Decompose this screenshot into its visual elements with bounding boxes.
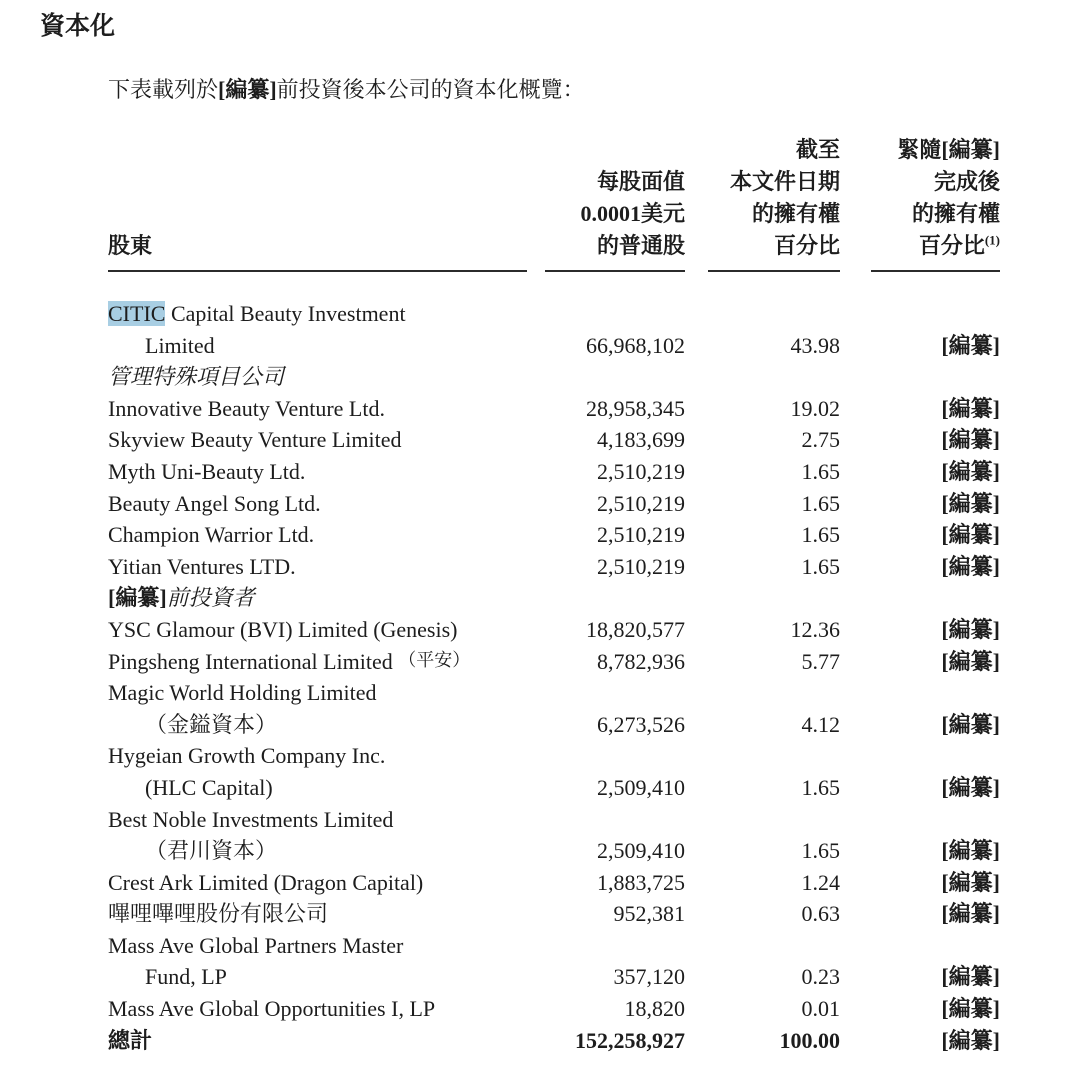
shareholder-cell [108, 298, 527, 330]
text-segment: Skyview Beauty Venture Limited [108, 427, 402, 453]
text-segment: YSC Glamour (BVI) Limited (Genesis) [108, 616, 458, 642]
post-pct-cell: [編纂] [941, 490, 1000, 516]
shares-cell: 152,258,927 [575, 1027, 685, 1053]
table-row [108, 488, 1000, 520]
post-pct-cell: [編纂] [941, 774, 1000, 800]
current-pct-cell [685, 677, 840, 709]
text-segment: Mass Ave Global Partners Master [108, 932, 404, 958]
current-pct-cell: 43.98 [790, 332, 840, 358]
shareholder-cell [108, 424, 527, 456]
shares-cell: 2,509,410 [597, 774, 685, 800]
current-pct-cell: 1.65 [801, 490, 840, 516]
shares-cell: 66,968,102 [586, 332, 685, 358]
current-pct-cell [685, 930, 840, 962]
shareholder-cell [108, 488, 527, 520]
text-segment: Fund, LP [145, 964, 227, 990]
shareholder-cell [108, 1025, 527, 1057]
shares-cell [527, 677, 685, 709]
shares-cell: 357,120 [613, 964, 685, 990]
section-title: 資本化 [40, 13, 116, 40]
column-header-line: 緊隨[編纂] [897, 137, 1000, 162]
column-header-line: 股東 [108, 233, 153, 258]
post-pct-cell [840, 677, 1000, 709]
current-pct-cell: 1.65 [801, 774, 840, 800]
text-segment: 嗶哩嗶哩股份有限公司 [108, 901, 329, 927]
shareholder-cell [108, 993, 527, 1025]
shareholder-cell [108, 551, 527, 583]
footnote-marker: (1) [984, 232, 1000, 248]
table-row [108, 804, 1000, 867]
shareholder-cell [108, 804, 527, 836]
table-row [108, 993, 1000, 1025]
shares-cell [527, 740, 685, 772]
text-segment: Limited [145, 332, 215, 358]
shares-cell: 2,510,219 [597, 490, 685, 516]
shareholder-cell [108, 961, 527, 993]
shareholder-cell [108, 456, 527, 488]
post-pct-cell: [編纂] [941, 711, 1000, 737]
post-pct-cell [840, 298, 1000, 330]
current-pct-cell: 0.63 [801, 901, 840, 927]
shares-cell: 28,958,345 [586, 395, 685, 421]
table-row [108, 930, 1000, 993]
post-pct-cell: [編纂] [941, 869, 1000, 895]
post-pct-cell: [編纂] [941, 616, 1000, 642]
text-segment: （平安） [398, 649, 471, 670]
current-pct-cell: 100.00 [779, 1027, 840, 1053]
post-pct-cell: [編纂] [941, 395, 1000, 421]
post-pct-cell: [編纂] [941, 427, 1000, 453]
shares-cell: 18,820 [624, 996, 685, 1022]
current-pct-cell: 1.65 [801, 838, 840, 864]
table-row [108, 424, 1000, 456]
shares-cell: 6,273,526 [597, 711, 685, 737]
text-segment: 總計 [108, 1027, 153, 1053]
shareholder-cell [108, 361, 527, 393]
shares-cell [527, 930, 685, 962]
text-segment: Beauty Angel Song Ltd. [108, 490, 321, 516]
current-pct-cell: 0.23 [801, 964, 840, 990]
post-pct-cell [840, 582, 1000, 614]
text-segment: Hygeian Growth Company Inc. [108, 743, 386, 769]
shares-cell [527, 298, 685, 330]
current-pct-cell [685, 361, 840, 393]
post-pct-cell: [編纂] [941, 901, 1000, 927]
table-body [108, 298, 1000, 1056]
table-row [108, 898, 1000, 930]
text-segment: 前投資後本公司的資本化概覽： [276, 77, 585, 102]
shareholder-cell [108, 519, 527, 551]
shares-cell: 4,183,699 [597, 427, 685, 453]
text-segment: Mass Ave Global Opportunities I, LP [108, 996, 436, 1022]
current-pct-cell [685, 804, 840, 836]
post-pct-cell: [編纂] [941, 522, 1000, 548]
current-pct-cell: 1.65 [801, 458, 840, 484]
shareholder-cell [108, 393, 527, 425]
column-header-line: 的擁有權 [751, 201, 840, 226]
header-underline-row [108, 270, 1000, 272]
table-row [108, 867, 1000, 899]
table-row [108, 456, 1000, 488]
shares-cell: 1,883,725 [597, 869, 685, 895]
capitalization-table [108, 134, 1000, 1056]
shares-cell: 2,510,219 [597, 458, 685, 484]
text-segment: [編纂] [218, 77, 277, 102]
text-segment: (HLC Capital) [145, 774, 273, 800]
table-header-row [108, 134, 1000, 262]
shares-cell: 952,381 [613, 901, 685, 927]
post-pct-cell: [編纂] [941, 648, 1000, 674]
header-underline-shares [545, 270, 685, 272]
column-header-line: 完成後 [933, 169, 1000, 194]
shareholder-cell [108, 835, 527, 867]
text-segment: Innovative Beauty Venture Ltd. [108, 395, 385, 421]
post-pct-cell [840, 804, 1000, 836]
shares-cell: 2,510,219 [597, 522, 685, 548]
text-segment: （金鎰資本） [145, 711, 278, 737]
table-row [108, 614, 1000, 646]
text-segment: Myth Uni-Beauty Ltd. [108, 458, 306, 484]
post-pct-cell: [編纂] [941, 1027, 1000, 1053]
text-segment: Capital Beauty Investment [165, 301, 406, 326]
text-segment: Champion Warrior Ltd. [108, 522, 315, 548]
header-underline-current-ownership [708, 270, 840, 272]
current-pct-cell: 1.65 [801, 522, 840, 548]
current-pct-cell: 1.24 [801, 869, 840, 895]
text-segment: Magic World Holding Limited [108, 680, 377, 706]
shareholder-cell [108, 330, 527, 362]
shares-cell: 2,510,219 [597, 553, 685, 579]
col-header-shareholder [108, 134, 527, 262]
current-pct-cell: 4.12 [801, 711, 840, 737]
column-header-line: 的擁有權 [911, 201, 1000, 226]
post-pct-cell [840, 361, 1000, 393]
shareholder-cell [108, 867, 527, 899]
post-pct-cell: [編纂] [941, 553, 1000, 579]
post-pct-cell: [編纂] [941, 996, 1000, 1022]
column-header-line: 百分比$^{(1)}$ [918, 232, 1000, 258]
col-header-current-ownership [685, 134, 840, 262]
text-segment: Crest Ark Limited (Dragon Capital) [108, 869, 424, 895]
column-header-line: 每股面值 [596, 169, 685, 194]
col-header-shares [527, 134, 685, 262]
table-row [108, 393, 1000, 425]
shareholder-cell [108, 582, 527, 614]
shareholder-cell [108, 614, 527, 646]
current-pct-cell [685, 298, 840, 330]
shares-cell [527, 804, 685, 836]
column-header-line: 百分比 [773, 233, 840, 258]
post-pct-cell: [編纂] [941, 458, 1000, 484]
table-row [108, 677, 1000, 740]
shares-cell: 18,820,577 [586, 616, 685, 642]
shareholder-cell [108, 930, 527, 962]
shares-cell [527, 361, 685, 393]
table-row [108, 740, 1000, 803]
text-segment: 前投資者 [166, 585, 255, 611]
text-segment: Yitian Ventures LTD. [108, 553, 296, 579]
table-row [108, 519, 1000, 551]
table-row [108, 1025, 1000, 1057]
column-header-line: 的普通股 [596, 233, 685, 258]
text-segment: （君川資本） [145, 838, 278, 864]
text-segment: Pingsheng International Limited [108, 648, 399, 674]
column-header-line: 0.0001美元 [580, 201, 685, 226]
post-pct-cell: [編纂] [941, 838, 1000, 864]
header-underline-post-ownership [871, 270, 1000, 272]
current-pct-cell: 5.77 [801, 648, 840, 674]
post-pct-cell [840, 930, 1000, 962]
shareholder-cell [108, 740, 527, 772]
header-underline-shareholder [108, 270, 527, 272]
column-header-line: 截至 [795, 137, 840, 162]
shareholder-cell [108, 772, 527, 804]
current-pct-cell: 12.36 [790, 616, 840, 642]
shares-cell [527, 582, 685, 614]
current-pct-cell [685, 740, 840, 772]
text-segment: 管理特殊項目公司 [108, 364, 285, 390]
text-segment: [編纂] [108, 585, 167, 611]
current-pct-cell: 1.65 [801, 553, 840, 579]
table-row [108, 298, 1000, 393]
shareholder-cell [108, 709, 527, 741]
intro-paragraph [108, 74, 1080, 106]
shares-cell: 2,509,410 [597, 838, 685, 864]
current-pct-cell: 2.75 [801, 427, 840, 453]
highlighted-text: CITIC [108, 301, 166, 326]
post-pct-cell [840, 740, 1000, 772]
table-row [108, 551, 1000, 583]
current-pct-cell [685, 582, 840, 614]
column-header-line: 本文件日期 [729, 169, 840, 194]
shareholder-cell [108, 677, 527, 709]
current-pct-cell: 19.02 [790, 395, 840, 421]
shareholder-cell [108, 898, 527, 930]
post-pct-cell: [編纂] [941, 964, 1000, 990]
text-segment: Best Noble Investments Limited [108, 806, 394, 832]
current-pct-cell: 0.01 [801, 996, 840, 1022]
post-pct-cell: [編纂] [941, 332, 1000, 358]
shares-cell: 8,782,936 [597, 648, 685, 674]
text-segment: 下表載列於 [108, 77, 219, 102]
col-header-post-ownership [840, 134, 1000, 262]
shareholder-cell [108, 646, 527, 680]
table-row [108, 646, 1000, 678]
table-row [108, 582, 1000, 614]
